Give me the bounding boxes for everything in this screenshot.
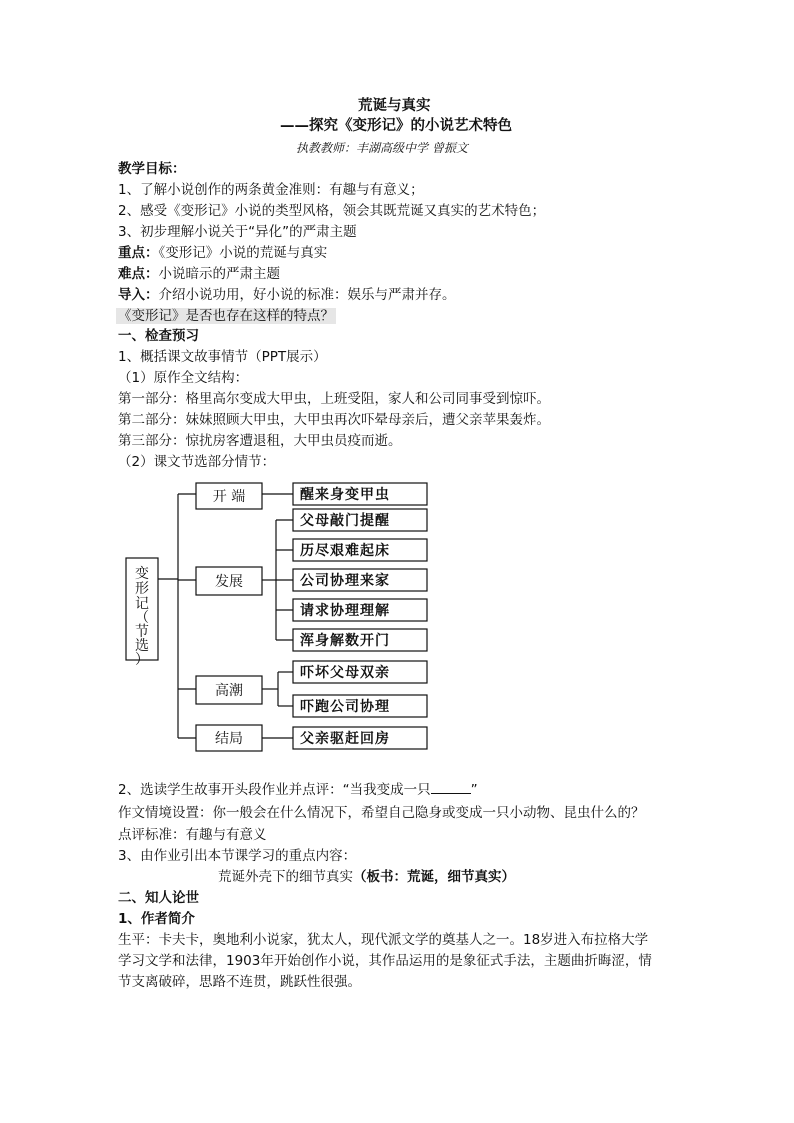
goal-item-3: 3、初步理解小说关于“异化”的严肃主题 xyxy=(118,224,357,240)
item2-prefix: 2、选读学生故事开头段作业并点评：“当我变成一只 xyxy=(118,782,431,798)
part-2: 第二部分：妹妹照顾大甲虫，大甲虫再次吓晕母亲后，遭父亲苹果轰炸。 xyxy=(118,412,550,428)
bio-line-2: 学习文学和法律，1903年开始创作小说，其作品运用的是象征式手法，主题曲折晦涩，情 xyxy=(118,953,652,969)
root-char: 节 xyxy=(135,624,149,640)
section2-heading: 二、知人论世 xyxy=(118,890,199,906)
section1-heading: 一、检查预习 xyxy=(118,328,199,344)
intro-text: 介绍小说功用，好小说的标准：娱乐与严肃并存。 xyxy=(158,287,456,303)
event-label: 父亲驱赶回房 xyxy=(300,731,390,747)
stage-label-end: 结局 xyxy=(215,731,243,747)
section2-item1: 1、作者简介 xyxy=(118,911,195,927)
difficulty-text: 小说暗示的严肃主题 xyxy=(158,266,280,282)
event-label: 公司协理来家 xyxy=(300,573,390,589)
event-label: 父母敲门提醒 xyxy=(300,513,390,529)
root-char: 记 xyxy=(135,596,149,612)
event-label: 请求协理理解 xyxy=(300,603,390,619)
event-label: 浑身解数开门 xyxy=(300,633,390,649)
bio-line-1: 生平：卡夫卡，奥地利小说家，犹太人，现代派文学的奠基人之一。18岁进入布拉格大学 xyxy=(118,932,649,948)
stage-label-climax: 高潮 xyxy=(215,683,243,699)
part-3: 第三部分：惊扰房客遭退租，大甲虫员疫而逝。 xyxy=(118,433,402,449)
event-label: 历尽艰难起床 xyxy=(300,543,390,559)
criteria-line: 点评标准：有趣与有意义 xyxy=(118,827,267,843)
event-label: 吓跑公司协理 xyxy=(300,699,390,715)
author-line: 执教教师：丰湖高级中学 曾振文 xyxy=(296,141,468,155)
page-title: 荒诞与真实 xyxy=(358,98,431,114)
bio-line-3: 节支离破碎，思路不连贯，跳跃性很强。 xyxy=(118,974,361,990)
root-char: （ xyxy=(135,610,149,626)
section1-item2 xyxy=(118,781,478,799)
key-label: 重点： xyxy=(118,245,159,261)
item2-suffix: ” xyxy=(470,782,478,798)
section1-item3: 3、由作业引出本节课学习的重点内容： xyxy=(118,848,357,864)
root-char: 形 xyxy=(135,581,149,597)
fill-blank xyxy=(431,781,471,794)
difficulty-label: 难点： xyxy=(118,266,159,282)
stage-label-start: 开 端 xyxy=(212,489,246,505)
root-char: 变 xyxy=(135,566,149,582)
section1-sub2: （2）课文节选部分情节： xyxy=(118,454,276,470)
question-highlight: 《变形记》是否也存在这样的特点？ xyxy=(118,308,334,324)
goals-heading: 教学目标： xyxy=(118,161,186,177)
goal-item-2: 2、感受《变形记》小说的类型风格，领会其既荒诞又真实的艺术特色； xyxy=(118,203,546,219)
section1-item1: 1、概括课文故事情节（PPT展示） xyxy=(118,349,327,365)
root-char: 选 xyxy=(135,638,149,654)
goal-item-1: 1、了解小说创作的两条黄金准则：有趣与有意义； xyxy=(118,182,424,198)
page-subtitle: ——探究《变形记》的小说艺术特色 xyxy=(280,118,512,134)
board-line xyxy=(218,868,515,886)
part-1: 第一部分：格里高尔变成大甲虫，上班受阻，家人和公司同事受到惊吓。 xyxy=(118,391,550,407)
scenario-line: 作文情境设置：你一般会在什么情况下，希望自己隐身或变成一只小动物、昆虫什么的？ xyxy=(118,805,645,821)
event-label: 吓坏父母双亲 xyxy=(300,665,390,681)
intro-label: 导入： xyxy=(118,287,159,303)
stage-label-develop: 发展 xyxy=(215,574,243,590)
root-char: ） xyxy=(135,652,149,668)
section1-sub1: （1）原作全文结构： xyxy=(118,370,249,386)
key-text: 《变形记》小说的荒诞与真实 xyxy=(158,245,328,261)
board-text: 荒诞外壳下的细节真实 xyxy=(218,869,353,885)
board-note: （板书：荒诞，细节真实） xyxy=(353,869,515,885)
event-label: 醒来身变甲虫 xyxy=(300,487,390,503)
